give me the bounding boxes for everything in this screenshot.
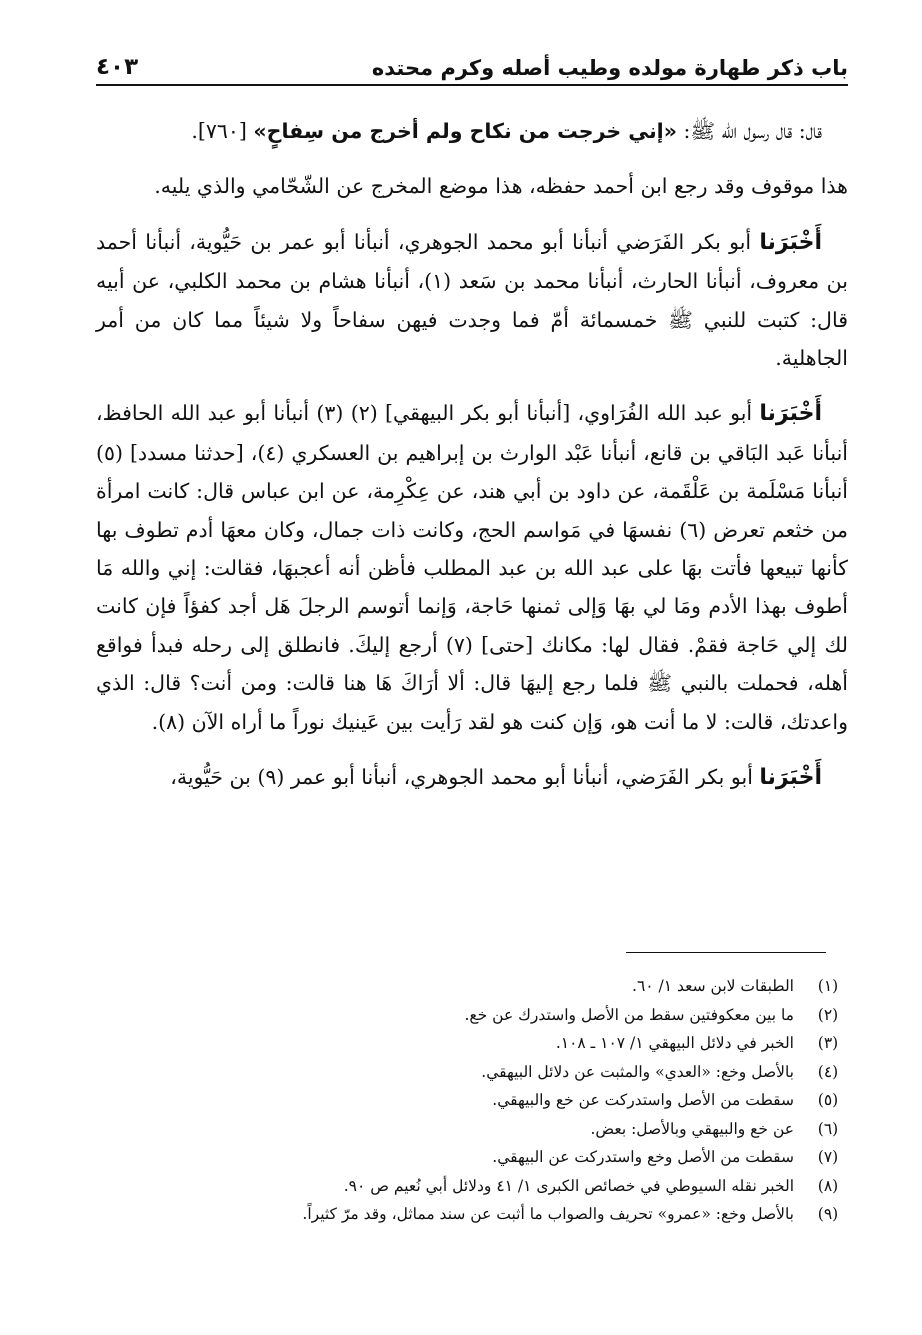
paragraph-prophet-saying: [96, 112, 848, 150]
page-number: ٤٠٣: [96, 54, 139, 80]
hadith-reference: [٧٦٠].: [191, 119, 247, 143]
footnote-text: الخبر نقله السيوطي في خصائص الكبرى ١/ ٤١ ودلائل أبي نُعيم ص ٩٠.: [343, 1176, 794, 1195]
footnote-number: (٦): [817, 1119, 839, 1138]
paragraph-narration-2: [96, 394, 848, 741]
narration-lead-word: أَخْبَرَنا: [759, 401, 822, 427]
paragraph-commentary: هذا موقوف وقد رجع ابن أحمد حفظه، هذا موضع المخرج عن الشّحّامي والذي يليه.: [154, 174, 848, 199]
footnote-text: ما بين معكوفتين سقط من الأصل واستدرك عن خ‍ع.: [464, 1005, 794, 1024]
footnote-item: [128, 1172, 848, 1201]
footnote-text: الطبقات لابن سعد ١/ ٦٠.: [632, 977, 794, 996]
narration-lead-word: أَخْبَرَنا: [759, 229, 822, 255]
footnote-number: (٢): [817, 1005, 839, 1024]
footnote-text: عن خ‍ع والبيهقي وبالأصل: بعض.: [590, 1119, 794, 1138]
chapter-title: باب ذكر طهارة مولده وطيب أصله وكرم محتده: [371, 56, 848, 80]
main-text: [96, 112, 848, 798]
footnote-item: [128, 972, 848, 1001]
footnote-item: [128, 1143, 848, 1172]
footnote-number: (١): [817, 977, 839, 996]
footnote-text: سقطت من الأصل وخ‍ع واستدركت عن البيهقي.: [492, 1148, 794, 1167]
saying-intro: قال: قال رسول الله ﷺ:: [676, 119, 822, 143]
footnote-item: [128, 1115, 848, 1144]
footnote-text: سقطت من الأصل واستدركت عن خ‍ع والبيهقي.: [492, 1091, 794, 1110]
footnotes: [128, 972, 848, 1229]
footnote-number: (٧): [817, 1148, 839, 1167]
footnote-item: [128, 1029, 848, 1058]
running-header: [96, 42, 848, 86]
hadith-quote: «إني خرجت من نكاح ولم أخرج من سِفاحٍ»: [253, 119, 677, 143]
footnote-item: [128, 1058, 848, 1087]
footnote-item: [128, 1001, 848, 1030]
footnote-text: الخبر في دلائل البيهقي ١/ ١٠٧ ـ ١٠٨.: [555, 1034, 794, 1053]
footnote-item: [128, 1200, 848, 1229]
footnote-number: (٤): [817, 1062, 839, 1081]
narration-text: أبو بكر الفَرَضي أنبأنا أبو محمد الجوهري، أنبأنا أبو عمر بن حَيُّوية، أنبأنا أحمد بن معروف، أنبأنا الحارث، أنبأنا محمد بن سَعد (١)، أنبأنا هشام بن محمد الكلبي، عن أبيه قال: كتبت للنبي ﷺ خمسمائة أمّ فما وجدت فيهن سفاحاً ولا شيئاً مما كان من أمر الجاهلية.: [96, 229, 848, 371]
narration-lead-word: أَخْبَرَنا: [759, 765, 822, 791]
footnote-text: بالأصل وخ‍ع: «العدي» والمثبت عن دلائل البيهقي.: [481, 1062, 794, 1081]
narration-text: أبو عبد الله الفُرَاوي، [أنبأنا أبو بكر البيهقي] (٢) (٣) أنبأنا أبو عبد الله الحافظ، أنبأنا عَبد البَاقي بن قانع، أنبأنا عَبْد الوارث بن إبراهيم بن العسكري (٤)، [حدثنا مسدد] (٥) أنبأنا مَسْلَمة بن عَلْقَمة، عن داود بن أبي هند، عن عِكْرِمة، عن ابن عباس قال: كانت امرأة من خثعم تعرض (٦) نفسهَا في مَواسم الحج، وكانت ذات جمال، وكان معهَا أدم تطوف بها كأنها تبيعها فأتت بهَا على عبد الله بن عبد المطلب فأظن أنه أعجبهَا، فقالت: إني والله مَا أطوف بهذا الأدم ومَا لي بهَا وَإلى ثمنها حَاجة، وَإنما أتوسم الرجلَ هَل أجد كفؤاً فإن كانت لك إلي حَاجة فقمْ. فقال لها: مكانك [حتى] (٧) أرجع إليكَ. فانطلق إلى رحله فبدأ فواقع أهله، فحملت بالنبي ﷺ فلما رجع إليهَا قال: ألا أرَاكَ هَا هنا قالت: ومن أنت؟ قال: الذي واعدتك، قالت: لا ما أنت هو، وَإن كنت هو لقد رَأيت بين عَينيك نوراً ما أراه الآن (٨).: [96, 401, 849, 734]
footnote-number: (٩): [817, 1205, 839, 1224]
footnote-number: (٨): [817, 1176, 839, 1195]
narration-text: أبو بكر الفَرَضي، أنبأنا أبو محمد الجوهري، أنبأنا أبو عمر (٩) بن حَيُّوية،: [170, 765, 760, 790]
paragraph-narration-3: [96, 758, 848, 797]
page: [96, 42, 848, 810]
footnote-number: (٣): [817, 1034, 839, 1053]
footnote-divider: [626, 952, 826, 953]
footnote-text: بالأصل وخ‍ع: «عمرو» تحريف والصواب ما أثبت عن سند مماثل، وقد مرّ كثيراً.: [302, 1205, 794, 1224]
footnote-item: [128, 1086, 848, 1115]
footnote-number: (٥): [817, 1091, 839, 1110]
paragraph-narration-1: [96, 223, 848, 378]
